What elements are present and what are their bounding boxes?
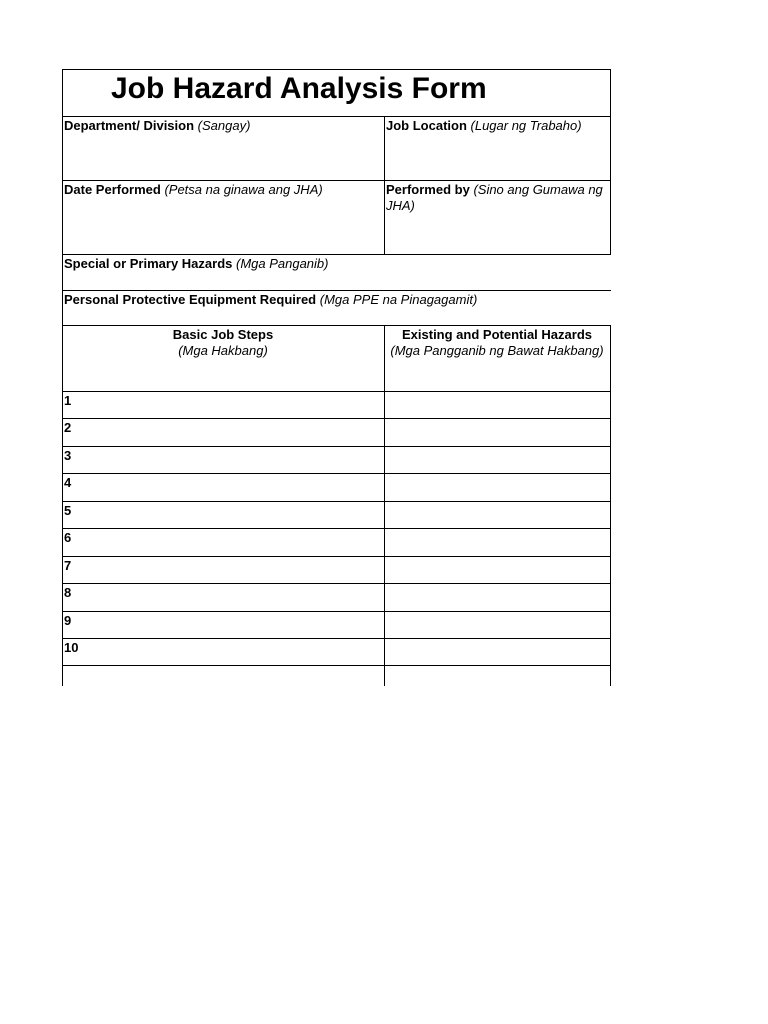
step-row-7[interactable]: 7 [64, 558, 72, 573]
step-row-4[interactable]: 4 [64, 475, 72, 490]
date-performed-sub: (Petsa na ginawa ang JHA) [164, 182, 323, 197]
hazard-cell-9[interactable] [384, 612, 610, 638]
step-row-5[interactable]: 5 [64, 503, 72, 518]
location-field[interactable] [384, 117, 610, 180]
hazard-cell-7[interactable] [384, 557, 610, 583]
hazards-header-sub: (Mga Pangganib ng Bawat Hakbang) [390, 343, 604, 358]
hazard-cell-8[interactable] [384, 584, 610, 611]
step-row-9[interactable]: 9 [64, 613, 72, 628]
date-performed-label: Date Performed [64, 182, 161, 197]
location-sub: (Lugar ng Trabaho) [470, 118, 582, 133]
step-row-2[interactable]: 2 [64, 420, 72, 435]
performed-by-field[interactable] [384, 181, 610, 254]
hazards-header-label: Existing and Potential Hazards [402, 327, 592, 342]
hazard-cell-3[interactable] [384, 447, 610, 473]
ppe-sub: (Mga PPE na Pinagagamit) [319, 292, 478, 307]
right-border-lower [610, 325, 611, 686]
date-performed-field[interactable] [62, 181, 384, 254]
job-hazard-analysis-form [62, 69, 611, 686]
hazard-cell-2[interactable] [384, 419, 610, 446]
ppe-label: Personal Protective Equipment Required [64, 292, 317, 307]
right-border-upper [610, 117, 611, 254]
location-label: Job Location [386, 118, 467, 133]
hazard-cell-6[interactable] [384, 529, 610, 556]
form-body [62, 117, 611, 686]
ppe-field[interactable] [62, 291, 610, 325]
steps-column-header [62, 326, 384, 391]
table-bottom-border [62, 665, 611, 666]
form-title: Job Hazard Analysis Form [111, 72, 487, 105]
hazard-cell-1[interactable] [384, 392, 610, 418]
steps-header-label: Basic Job Steps [172, 327, 274, 342]
step-row-6[interactable]: 6 [64, 530, 72, 545]
primary-hazards-label: Special or Primary Hazards [64, 256, 233, 271]
primary-hazards-field[interactable] [62, 255, 610, 290]
step-row-10[interactable]: 10 [64, 640, 79, 655]
hazard-cell-4[interactable] [384, 474, 610, 501]
performed-by-sub: (Sino ang Gumawa ng JHA) [386, 182, 603, 213]
hazard-cell-10[interactable] [384, 639, 610, 665]
title-row [62, 69, 611, 117]
steps-header-sub: (Mga Hakbang) [178, 343, 268, 358]
primary-hazards-sub: (Mga Panganib) [235, 256, 329, 271]
hazards-column-header [384, 326, 610, 391]
performed-by-label: Performed by [386, 182, 470, 197]
department-sub: (Sangay) [197, 118, 251, 133]
department-label: Department/ Division [64, 118, 195, 133]
hazard-cell-5[interactable] [384, 502, 610, 528]
step-row-3[interactable]: 3 [64, 448, 72, 463]
department-field[interactable] [62, 117, 384, 180]
step-row-8[interactable]: 8 [64, 585, 72, 600]
step-row-1[interactable]: 1 [64, 393, 72, 408]
